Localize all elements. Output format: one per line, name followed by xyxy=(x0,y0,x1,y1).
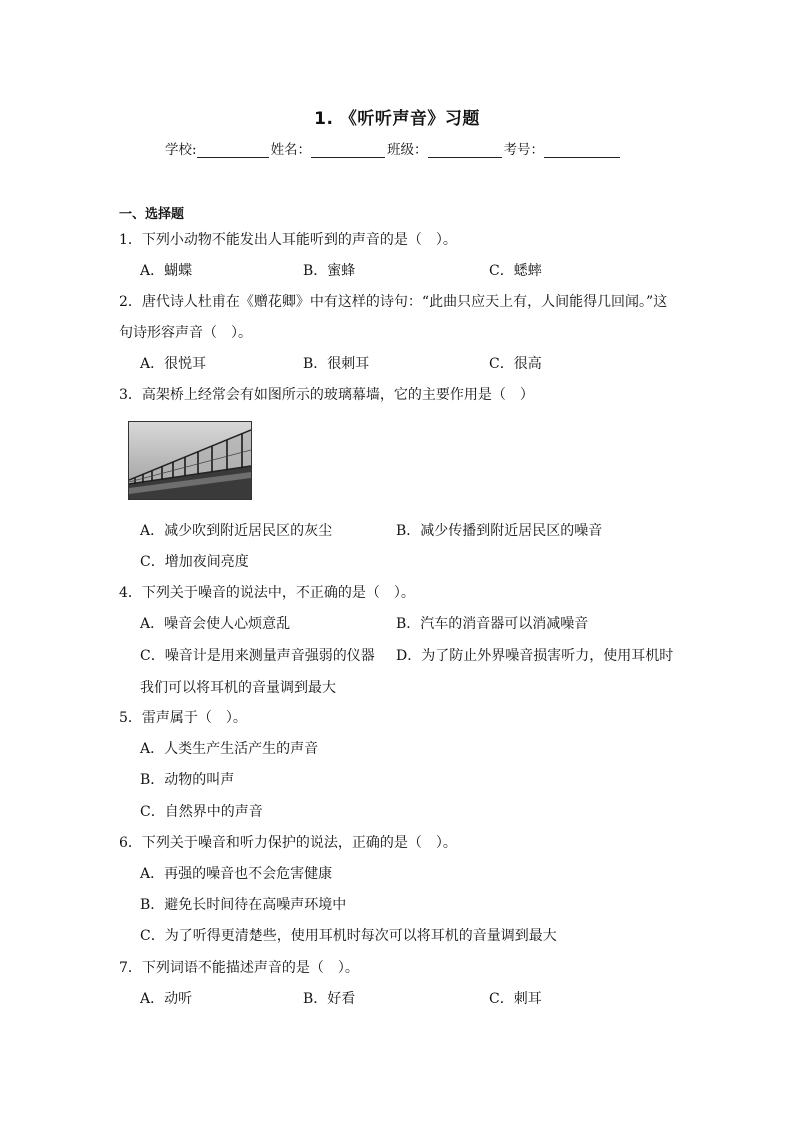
question-4-option-b: B．汽车的消音器可以消减噪音 xyxy=(396,616,589,632)
question-2-option-b: B．很刺耳 xyxy=(303,356,370,372)
question-7-option-a: A．动听 xyxy=(140,991,193,1007)
question-4-option-a: A．噪音会使人心烦意乱 xyxy=(140,616,291,632)
question-4-option-d: D．为了防止外界噪音损害听力，使用耳机时 xyxy=(396,648,674,664)
question-3-option-c: C．增加夜间亮度 xyxy=(140,554,249,570)
exam-number-label: 考号： xyxy=(503,142,545,158)
question-1-option-a: A．蝴蝶 xyxy=(140,263,193,279)
question-5-option-c: C．自然界中的声音 xyxy=(140,804,263,820)
class-label: 班级： xyxy=(387,142,428,158)
question-4-option-d-continuation: 我们可以将耳机的音量调到最大 xyxy=(140,680,336,696)
class-blank[interactable] xyxy=(428,143,502,158)
question-2-stem-line1: 2．唐代诗人杜甫在《赠花卿》中有这样的诗句：“此曲只应天上有，人间能得几回闻。”这 xyxy=(119,294,668,310)
question-3-option-a: A．减少吹到附近居民区的灰尘 xyxy=(140,523,333,539)
glass-barrier-photo xyxy=(128,421,252,500)
question-7-option-b: B．好看 xyxy=(303,991,356,1007)
question-3-stem: 3．高架桥上经常会有如图所示的玻璃幕墙，它的主要作用是（ ） xyxy=(119,387,534,403)
question-6-option-b: B．避免长时间待在高噪声环境中 xyxy=(140,897,347,913)
question-1-option-c: C．蟋蟀 xyxy=(489,263,542,279)
question-4-stem: 4．下列关于噪音的说法中，不正确的是（ ）。 xyxy=(119,585,415,601)
question-3-option-b: B．减少传播到附近居民区的噪音 xyxy=(396,523,603,539)
student-info-line xyxy=(165,138,622,158)
question-7-option-c: C．刺耳 xyxy=(489,991,542,1007)
question-1-stem: 1．下列小动物不能发出人耳能听到的声音的是（ ）。 xyxy=(119,232,457,248)
question-2-option-c: C．很高 xyxy=(489,356,542,372)
page-title: 1. 《听听声音》习题 xyxy=(314,109,480,129)
question-2-stem-line2: 句诗形容声音（ ）。 xyxy=(119,325,252,341)
question-4-option-c: C．噪音计是用来测量声音强弱的仪器 xyxy=(140,648,375,664)
question-5-option-a: A．人类生产生活产生的声音 xyxy=(140,741,319,757)
exam-number-blank[interactable] xyxy=(544,143,620,158)
name-blank[interactable] xyxy=(311,143,385,158)
question-5-option-b: B．动物的叫声 xyxy=(140,772,235,788)
question-1-option-b: B．蜜蜂 xyxy=(303,263,356,279)
school-label: 学校: xyxy=(165,142,197,158)
question-7-stem: 7．下列词语不能描述声音的是（ ）。 xyxy=(119,960,359,976)
question-6-option-a: A．再强的噪音也不会危害健康 xyxy=(140,866,333,882)
section-heading: 一、选择题 xyxy=(119,207,185,222)
question-6-stem: 6．下列关于噪音和听力保护的说法，正确的是（ ）。 xyxy=(119,835,457,851)
school-blank[interactable] xyxy=(197,143,269,158)
question-2-option-a: A．很悦耳 xyxy=(140,356,207,372)
question-5-stem: 5．雷声属于（ ）。 xyxy=(119,710,247,726)
question-6-option-c: C．为了听得更清楚些，使用耳机时每次可以将耳机的音量调到最大 xyxy=(140,928,557,944)
name-label: 姓名： xyxy=(270,142,312,158)
